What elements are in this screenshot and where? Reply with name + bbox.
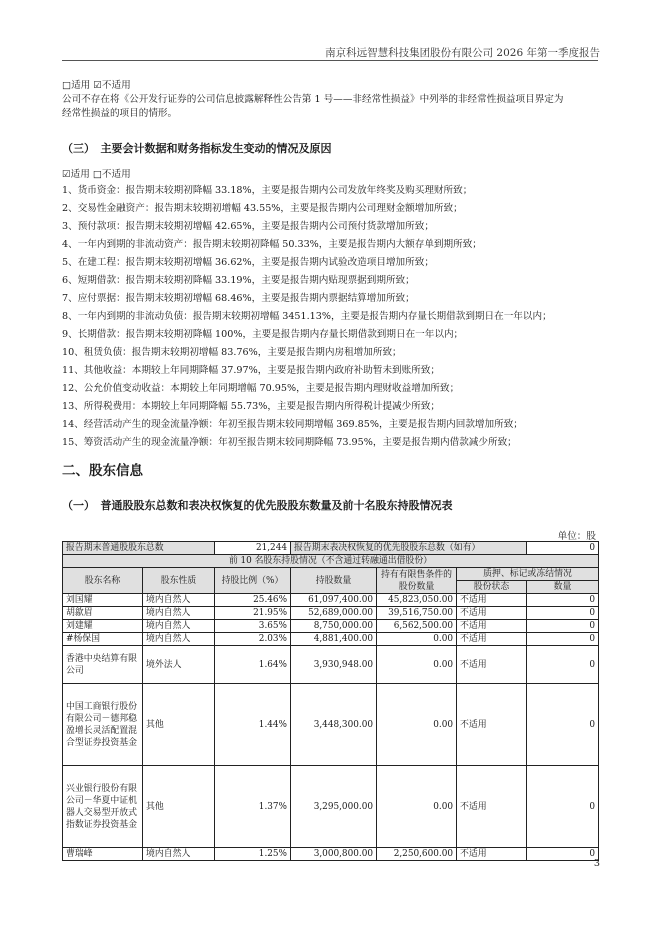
col-header-quantity: 持股数量	[291, 568, 377, 594]
restricted-shares: 0.00	[377, 646, 457, 684]
pledge-count: 0	[527, 620, 599, 633]
table-row	[63, 620, 599, 633]
table-header-row	[63, 568, 599, 581]
restricted-shares: 45,823,050.00	[377, 594, 457, 607]
list-item: 9、长期借款：报告期末较期初降幅 100%，主要是报告期内存量长期借款到期日在一年以内；	[62, 329, 464, 340]
shareholding-quantity: 3,448,300.00	[291, 684, 377, 766]
shareholder-name: 刘国耀	[63, 594, 143, 607]
shareholding-ratio: 1.37%	[215, 766, 291, 848]
total-shareholders-label: 报告期末普通股股东总数	[63, 542, 215, 555]
list-item: 11、其他收益：本期较上年同期降幅 37.97%，主要是报告期内政府补助暂未到账所致；	[62, 365, 441, 376]
shareholding-quantity: 61,097,400.00	[291, 594, 377, 607]
col-header-ratio: 持股比例（%）	[215, 568, 291, 594]
restricted-shares: 0.00	[377, 684, 457, 766]
pledge-status: 不适用	[457, 684, 527, 766]
list-item: 13、所得税费用：本期较上年同期降幅 55.73%，主要是报告期内所得税计提减少所致；	[62, 401, 441, 412]
list-item: 10、租赁负债：报告期末较期初增幅 83.76%，主要是报告期内房租增加所致；	[62, 347, 402, 358]
shareholder-name: 曹瑞峰	[63, 848, 143, 861]
table-row	[63, 646, 599, 684]
shareholder-name: #杨保国	[63, 633, 143, 646]
shareholder-nature: 境内自然人	[143, 620, 215, 633]
shareholder-table	[62, 541, 599, 861]
restricted-shares: 0.00	[377, 766, 457, 848]
list-item: 12、公允价值变动收益：本期较上年同期增幅 70.95%，主要是报告期内理财收益增加所致；	[62, 383, 460, 394]
shareholder-name: 胡歙眉	[63, 607, 143, 620]
shareholding-ratio: 25.46%	[215, 594, 291, 607]
top10-caption: 前 10 名股东持股情况（不含通过转融通出借股份）	[63, 555, 599, 568]
shareholding-ratio: 21.95%	[215, 607, 291, 620]
pledge-count: 0	[527, 684, 599, 766]
pledge-count: 0	[527, 766, 599, 848]
table-row	[63, 684, 599, 766]
preferred-shareholders-value: 0	[527, 542, 599, 555]
restricted-shares: 39,516,750.00	[377, 607, 457, 620]
col-header-name: 股东名称	[63, 568, 143, 594]
shareholder-nature: 境内自然人	[143, 848, 215, 861]
col-header-pledge-group: 质押、标记或冻结情况	[457, 568, 599, 581]
pledge-count: 0	[527, 633, 599, 646]
list-item: 14、经营活动产生的现金流量净额：年初至报告期末较同期增幅 369.85%，主要是报告期内回款增加所致；	[62, 419, 523, 430]
shareholder-nature: 其他	[143, 766, 215, 848]
list-item: 1、货币资金：报告期末较期初降幅 33.18%，主要是报告期内公司发放年终奖及购买理财所致；	[62, 185, 473, 196]
unit-label: 单位：股	[557, 531, 596, 542]
shareholder-nature: 其他	[143, 684, 215, 766]
pledge-count: 0	[527, 607, 599, 620]
shareholding-ratio: 3.65%	[215, 620, 291, 633]
table-row	[63, 848, 599, 861]
shareholder-name: 刘建耀	[63, 620, 143, 633]
shareholder-nature: 境内自然人	[143, 594, 215, 607]
col-header-status: 股份状态	[457, 581, 527, 594]
shareholding-ratio: 1.25%	[215, 848, 291, 861]
restricted-shares: 6,562,500.00	[377, 620, 457, 633]
col-header-count: 数量	[527, 581, 599, 594]
table-row	[63, 633, 599, 646]
table-row	[63, 607, 599, 620]
list-item: 4、一年内到期的非流动资产：报告期末较期初降幅 50.33%，主要是报告期内大额存单到期所致；	[62, 239, 482, 250]
col-header-nature: 股东性质	[143, 568, 215, 594]
pledge-count: 0	[527, 848, 599, 861]
table-row	[63, 555, 599, 568]
part2-title: 二、股东信息	[62, 463, 143, 479]
table-row	[63, 594, 599, 607]
shareholding-ratio: 2.03%	[215, 633, 291, 646]
shareholding-quantity: 3,295,000.00	[291, 766, 377, 848]
pledge-count: 0	[527, 646, 599, 684]
shareholding-ratio: 1.44%	[215, 684, 291, 766]
list-item: 6、短期借款：报告期末较期初降幅 33.19%，主要是报告期内贴现票据到期所致；	[62, 275, 415, 286]
total-shareholders-value: 21,244	[215, 542, 291, 555]
pledge-status: 不适用	[457, 766, 527, 848]
shareholder-name: 中国工商银行股份有限公司－德邦稳盈增长灵活配置混合型证券投资基金	[63, 684, 143, 766]
shareholding-quantity: 3,000,800.00	[291, 848, 377, 861]
shareholding-quantity: 8,750,000.00	[291, 620, 377, 633]
table-row	[63, 542, 599, 555]
list-item: 3、预付款项：报告期末较期初增幅 42.65%，主要是报告期内公司预付货款增加所致；	[62, 221, 434, 232]
shareholding-quantity: 4,881,400.00	[291, 633, 377, 646]
shareholding-ratio: 1.64%	[215, 646, 291, 684]
shareholder-name: 兴业银行股份有限公司－华夏中证机器人交易型开放式指数证券投资基金	[63, 766, 143, 848]
section3-applicable: ☑适用 □不适用	[62, 169, 131, 180]
list-item: 2、交易性金融资产：报告期末较期初增幅 43.55%，主要是报告期内公司理财金额增加所致；	[62, 203, 463, 214]
list-item: 5、在建工程：报告期末较期初增幅 36.62%，主要是报告期内试验改造项目增加所致；	[62, 257, 434, 268]
list-item: 8、一年内到期的非流动负债：报告期末较期初增幅 3451.13%，主要是报告期内存量长期借款到期日在一年以内；	[62, 311, 552, 322]
pledge-count: 0	[527, 594, 599, 607]
pledge-status: 不适用	[457, 633, 527, 646]
restricted-shares: 0.00	[377, 633, 457, 646]
pledge-status: 不适用	[457, 594, 527, 607]
list-item: 7、应付票据：报告期末较期初增幅 68.46%，主要是报告期内票据结算增加所致；	[62, 293, 415, 304]
nonrecurring-applicable: □适用 ☑不适用	[62, 80, 131, 91]
pledge-status: 不适用	[457, 620, 527, 633]
col-header-restricted: 持有有限售条件的股份数量	[377, 568, 457, 594]
shareholder-name: 香港中央结算有限公司	[63, 646, 143, 684]
shareholding-quantity: 3,930,948.00	[291, 646, 377, 684]
shareholder-nature: 境外法人	[143, 646, 215, 684]
restricted-shares: 2,250,600.00	[377, 848, 457, 861]
pledge-status: 不适用	[457, 646, 527, 684]
shareholder-nature: 境内自然人	[143, 633, 215, 646]
section3-title: （三） 主要会计数据和财务指标发生变动的情况及原因	[62, 142, 332, 155]
page-number: 3	[593, 858, 600, 869]
page-header-title: 南京科远智慧科技集团股份有限公司 2026 年第一季度报告	[325, 47, 600, 59]
list-item: 15、筹资活动产生的现金流量净额：年初至报告期末较同期降幅 73.95%，主要是报告期内借款减少所致；	[62, 437, 517, 448]
pledge-status: 不适用	[457, 607, 527, 620]
shareholding-quantity: 52,689,000.00	[291, 607, 377, 620]
pledge-status: 不适用	[457, 848, 527, 861]
table-row	[63, 766, 599, 848]
preferred-shareholders-label: 报告期末表决权恢复的优先股股东总数（如有）	[291, 542, 527, 555]
nonrecurring-text-line-2: 经常性损益的项目的情形。	[62, 108, 178, 119]
header-divider	[62, 60, 598, 61]
shareholder-nature: 境内自然人	[143, 607, 215, 620]
part2-sub1-title: （一） 普通股股东总数和表决权恢复的优先股股东数量及前十名股东持股情况表	[62, 499, 453, 512]
nonrecurring-text-line-1: 公司不存在将《公开发行证券的公司信息披露解释性公告第 1 号——非经常性损益》中列举的非经常性损益项目界定为	[62, 94, 564, 105]
